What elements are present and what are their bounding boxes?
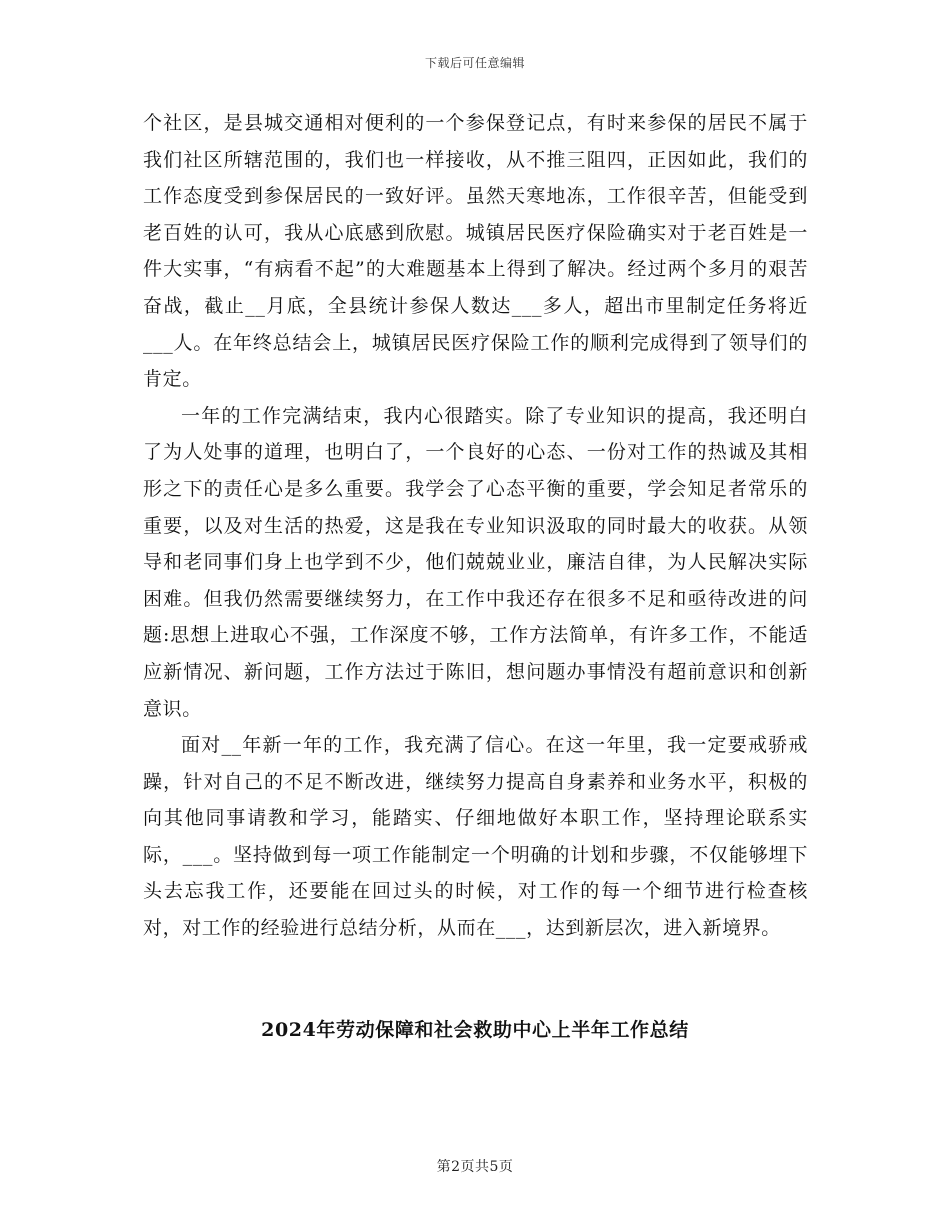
page-header: 下载后可任意编辑 <box>424 56 525 70</box>
document-body <box>143 105 808 947</box>
section-title: 2024年劳动保障和社会救助中心上半年工作总结 <box>261 1019 689 1041</box>
paragraph-outlook: 面对__年新一年的工作，我充满了信心。在这一年里，我一定要戒骄戒躁，针对自己的不足不断改进，继续努力提高自身素养和业务水平，积极的向其他同事请教和学习，能踏实、仔细地做好本职工作，坚持理论联系实际，___。坚持做到每一项工作能制定一个明确的计划和步骤，不仅能够埋下头去忘我工作，还要能在回过头的时候，对工作的每一个细节进行检查核对，对工作的经验进行总结分析，从而在___，达到新层次，进入新境界。 <box>143 734 808 940</box>
paragraph-continuation: 个社区，是县城交通相对便利的一个参保登记点，有时来参保的居民不属于我们社区所辖范围的，我们也一样接收，从不推三阻四，正因如此，我们的工作态度受到参保居民的一致好评。虽然天寒地冻，工作很辛苦，但能受到老百姓的认可，我从心底感到欣慰。城镇居民医疗保险确实对于老百姓是一件大实事，“有病看不起”的大难题基本上得到了解决。经过两个多月的艰苦奋战，截止__月底，全县统计参保人数达___多人，超出市里制定任务将近___人。在年终总结会上，城镇居民医疗保险工作的顺利完成得到了领导们的肯定。 <box>143 112 808 391</box>
paragraph-reflection: 一年的工作完满结束，我内心很踏实。除了专业知识的提高，我还明白了为人处事的道理，也明白了，一个良好的心态、一份对工作的热诚及其相形之下的责任心是多么重要。我学会了心态平衡的重要，学会知足者常乐的重要，以及对生活的热爱，这是我在专业知识汲取的同时最大的收获。从领导和老同事们身上也学到不少，他们兢兢业业，廉洁自律，为人民解决实际困难。但我仍然需要继续努力，在工作中我还存在很多不足和亟待改进的问题:思想上进取心不强，工作深度不够，工作方法简单，有许多工作，不能适应新情况、新问题，工作方法过于陈旧，想问题办事情没有超前意识和创新意识。 <box>143 404 808 720</box>
page-number: 第2页共5页 <box>436 1159 514 1175</box>
